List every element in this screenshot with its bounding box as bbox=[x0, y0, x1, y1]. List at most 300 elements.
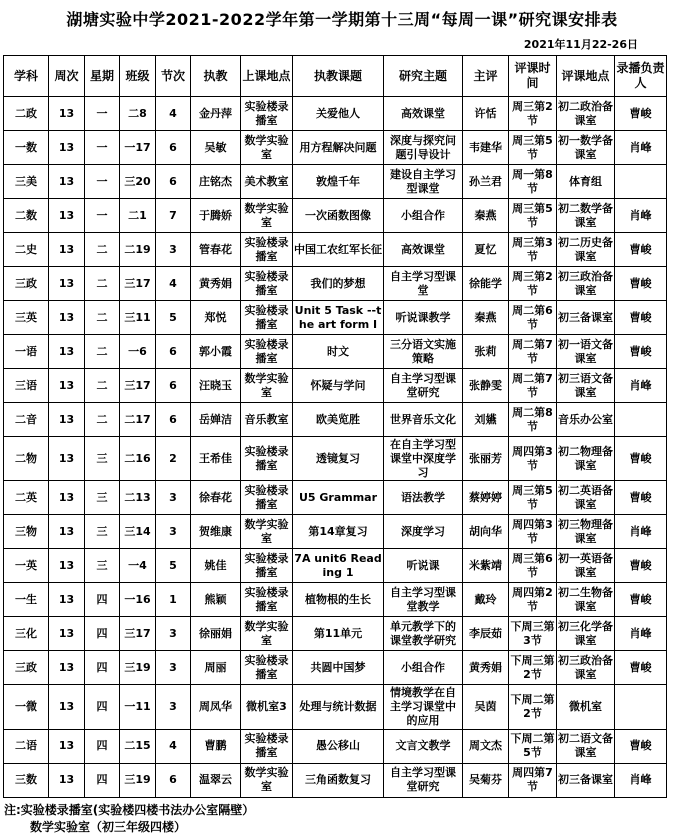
table-cell: 3 bbox=[156, 617, 191, 651]
table-cell: 6 bbox=[156, 369, 191, 403]
table-cell: 孙兰君 bbox=[463, 165, 509, 199]
table-cell: 初三语文备课室 bbox=[557, 369, 615, 403]
table-cell: 13 bbox=[49, 403, 85, 437]
table-cell: 曹峻 bbox=[615, 583, 667, 617]
table-cell: 初二物理备课室 bbox=[557, 437, 615, 481]
table-row bbox=[4, 763, 667, 797]
table-cell: 周三第2节 bbox=[509, 267, 557, 301]
table-cell: 肖峰 bbox=[615, 199, 667, 233]
table-cell bbox=[615, 165, 667, 199]
table-cell: 透镜复习 bbox=[293, 437, 384, 481]
table-cell: 管春花 bbox=[191, 233, 241, 267]
table-cell: 三分语文实施策略 bbox=[384, 335, 463, 369]
table-cell: 三20 bbox=[120, 165, 156, 199]
table-header bbox=[4, 56, 667, 97]
table-cell: 文言文教学 bbox=[384, 729, 463, 763]
table-cell: 5 bbox=[156, 301, 191, 335]
table-header-cell: 评课时间 bbox=[509, 56, 557, 97]
table-cell: 自主学习型课堂 bbox=[384, 267, 463, 301]
table-cell: 曹鹏 bbox=[191, 729, 241, 763]
table-cell: 用方程解决问题 bbox=[293, 131, 384, 165]
table-cell: 曹峻 bbox=[615, 651, 667, 685]
table-cell: 6 bbox=[156, 335, 191, 369]
table-cell: 徐春花 bbox=[191, 481, 241, 515]
table-row bbox=[4, 617, 667, 651]
table-cell: 13 bbox=[49, 335, 85, 369]
table-cell: 秦燕 bbox=[463, 199, 509, 233]
table-cell: 处理与统计数据 bbox=[293, 685, 384, 729]
table-cell: 二 bbox=[85, 267, 120, 301]
table-cell: 韦建华 bbox=[463, 131, 509, 165]
table-cell: 肖峰 bbox=[615, 515, 667, 549]
table-cell: 数学实验室 bbox=[241, 515, 293, 549]
table-header-cell: 执教课题 bbox=[293, 56, 384, 97]
table-cell: 初三物理备课室 bbox=[557, 515, 615, 549]
table-body bbox=[4, 97, 667, 798]
table-cell: 第11单元 bbox=[293, 617, 384, 651]
table-cell: 实验楼录播室 bbox=[241, 481, 293, 515]
table-cell bbox=[615, 403, 667, 437]
table-cell: 二 bbox=[85, 335, 120, 369]
table-cell: 实验楼录播室 bbox=[241, 267, 293, 301]
table-cell: 一 bbox=[85, 97, 120, 131]
table-cell: 13 bbox=[49, 481, 85, 515]
table-cell: 13 bbox=[49, 651, 85, 685]
table-cell: 周一第8节 bbox=[509, 165, 557, 199]
table-cell: 二物 bbox=[4, 437, 49, 481]
table-cell: 熊颖 bbox=[191, 583, 241, 617]
table-cell: 周四第3节 bbox=[509, 515, 557, 549]
table-cell: 二15 bbox=[120, 729, 156, 763]
table-cell: 一 bbox=[85, 165, 120, 199]
table-cell: 四 bbox=[85, 729, 120, 763]
table-cell: 6 bbox=[156, 403, 191, 437]
table-cell: 一 bbox=[85, 131, 120, 165]
table-cell: 肖峰 bbox=[615, 763, 667, 797]
table-row bbox=[4, 437, 667, 481]
table-cell: 建设自主学习型课堂 bbox=[384, 165, 463, 199]
table-cell: 小组合作 bbox=[384, 199, 463, 233]
table-cell: 一语 bbox=[4, 335, 49, 369]
table-cell: 曹峻 bbox=[615, 549, 667, 583]
table-cell: 汪晓玉 bbox=[191, 369, 241, 403]
table-cell: 三17 bbox=[120, 369, 156, 403]
table-row bbox=[4, 199, 667, 233]
table-cell: 肖峰 bbox=[615, 131, 667, 165]
table-cell: 三数 bbox=[4, 763, 49, 797]
table-cell: 体育组 bbox=[557, 165, 615, 199]
table-cell: 徐能学 bbox=[463, 267, 509, 301]
table-cell: 周丽 bbox=[191, 651, 241, 685]
table-cell: 初二历史备课室 bbox=[557, 233, 615, 267]
table-cell: 深度与探究问题引导设计 bbox=[384, 131, 463, 165]
table-cell: 三17 bbox=[120, 617, 156, 651]
table-cell: 时文 bbox=[293, 335, 384, 369]
table-cell: 四 bbox=[85, 617, 120, 651]
table-header-cell: 执教 bbox=[191, 56, 241, 97]
table-row bbox=[4, 267, 667, 301]
table-cell: 自主学习型课堂教学 bbox=[384, 583, 463, 617]
table-cell: 植物根的生长 bbox=[293, 583, 384, 617]
table-cell: 三化 bbox=[4, 617, 49, 651]
table-cell: 初二生物备课室 bbox=[557, 583, 615, 617]
table-cell: 初二语文备课室 bbox=[557, 729, 615, 763]
table-cell: 二 bbox=[85, 233, 120, 267]
table-cell: 徐丽娟 bbox=[191, 617, 241, 651]
table-row bbox=[4, 685, 667, 729]
table-row bbox=[4, 97, 667, 131]
table-cell: 下周二第5节 bbox=[509, 729, 557, 763]
table-cell: 数学实验室 bbox=[241, 617, 293, 651]
table-header-row bbox=[4, 56, 667, 97]
table-cell: 敦煌千年 bbox=[293, 165, 384, 199]
table-cell: 周三第5节 bbox=[509, 481, 557, 515]
table-cell: 三 bbox=[85, 481, 120, 515]
table-cell: 周四第7节 bbox=[509, 763, 557, 797]
table-cell: 二音 bbox=[4, 403, 49, 437]
table-cell: 吴菊芬 bbox=[463, 763, 509, 797]
table-cell: 13 bbox=[49, 617, 85, 651]
table-cell: 一微 bbox=[4, 685, 49, 729]
table-cell: 6 bbox=[156, 131, 191, 165]
table-cell: 曹峻 bbox=[615, 335, 667, 369]
table-cell: 三物 bbox=[4, 515, 49, 549]
table-cell: 4 bbox=[156, 97, 191, 131]
table-cell: 戴玲 bbox=[463, 583, 509, 617]
table-cell: 肖峰 bbox=[615, 617, 667, 651]
table-cell: 3 bbox=[156, 685, 191, 729]
table-cell: 曹峻 bbox=[615, 729, 667, 763]
table-cell: 曹峻 bbox=[615, 267, 667, 301]
table-cell: 下周三第3节 bbox=[509, 617, 557, 651]
table-cell: 4 bbox=[156, 267, 191, 301]
table-cell: 曹峻 bbox=[615, 437, 667, 481]
table-cell: 13 bbox=[49, 267, 85, 301]
table-cell: 13 bbox=[49, 437, 85, 481]
table-cell: 三语 bbox=[4, 369, 49, 403]
table-cell: 13 bbox=[49, 97, 85, 131]
table-cell: 曹峻 bbox=[615, 301, 667, 335]
table-cell: 秦燕 bbox=[463, 301, 509, 335]
table-cell: 三政 bbox=[4, 267, 49, 301]
table-cell: 二史 bbox=[4, 233, 49, 267]
table-cell: 13 bbox=[49, 583, 85, 617]
table-cell: 蔡婷婷 bbox=[463, 481, 509, 515]
table-cell: 曹峻 bbox=[615, 481, 667, 515]
table-cell: 周三第2节 bbox=[509, 97, 557, 131]
table-cell: 13 bbox=[49, 199, 85, 233]
table-cell: 13 bbox=[49, 301, 85, 335]
table-cell: 吴敏 bbox=[191, 131, 241, 165]
date-label: 2021年11月22-26日 bbox=[0, 30, 684, 55]
table-header-cell: 主评 bbox=[463, 56, 509, 97]
table-cell: 情境教学在自主学习课堂中的应用 bbox=[384, 685, 463, 729]
table-cell: Unit 5 Task --the art form I bbox=[293, 301, 384, 335]
table-cell: 初二数学备课室 bbox=[557, 199, 615, 233]
table-cell: 周二第8节 bbox=[509, 403, 557, 437]
table-cell: 温翠云 bbox=[191, 763, 241, 797]
table-cell: 数学实验室 bbox=[241, 369, 293, 403]
table-header-cell: 录播负责人 bbox=[615, 56, 667, 97]
table-cell: 13 bbox=[49, 763, 85, 797]
table-cell: 高效课堂 bbox=[384, 97, 463, 131]
table-row bbox=[4, 369, 667, 403]
table-cell: 三 bbox=[85, 437, 120, 481]
table-row bbox=[4, 549, 667, 583]
table-cell: 周凤华 bbox=[191, 685, 241, 729]
table-cell: 周二第7节 bbox=[509, 335, 557, 369]
table-cell: 四 bbox=[85, 763, 120, 797]
table-cell: 13 bbox=[49, 515, 85, 549]
table-cell: 初一英语备课室 bbox=[557, 549, 615, 583]
table-cell: 音乐办公室 bbox=[557, 403, 615, 437]
table-cell: 庄铭杰 bbox=[191, 165, 241, 199]
table-cell: 于腾娇 bbox=[191, 199, 241, 233]
table-cell: 初一数学备课室 bbox=[557, 131, 615, 165]
table-row bbox=[4, 335, 667, 369]
table-cell: 郭小霞 bbox=[191, 335, 241, 369]
table-header-cell: 评课地点 bbox=[557, 56, 615, 97]
table-cell: 周四第2节 bbox=[509, 583, 557, 617]
table-cell: U5 Grammar bbox=[293, 481, 384, 515]
table-cell: 贺维康 bbox=[191, 515, 241, 549]
table-cell: 听说课教学 bbox=[384, 301, 463, 335]
table-cell: 胡向华 bbox=[463, 515, 509, 549]
table-header-cell: 周次 bbox=[49, 56, 85, 97]
table-cell: 周三第3节 bbox=[509, 233, 557, 267]
table-cell: 5 bbox=[156, 549, 191, 583]
table-cell: 初二政治备课室 bbox=[557, 97, 615, 131]
table-cell: 初三化学备课室 bbox=[557, 617, 615, 651]
table-cell: 三美 bbox=[4, 165, 49, 199]
table-cell: 4 bbox=[156, 729, 191, 763]
table-cell: 实验楼录播室 bbox=[241, 583, 293, 617]
table-cell: 许恬 bbox=[463, 97, 509, 131]
table-cell: 一数 bbox=[4, 131, 49, 165]
table-cell: 二英 bbox=[4, 481, 49, 515]
table-cell: 二17 bbox=[120, 403, 156, 437]
schedule-table bbox=[3, 55, 667, 798]
table-cell: 我们的梦想 bbox=[293, 267, 384, 301]
table-cell: 初三政治备课室 bbox=[557, 651, 615, 685]
table-cell: 实验楼录播室 bbox=[241, 301, 293, 335]
table-cell: 自主学习型课堂研究 bbox=[384, 369, 463, 403]
table-cell: 一英 bbox=[4, 549, 49, 583]
table-cell: 7 bbox=[156, 199, 191, 233]
table-cell: 实验楼录播室 bbox=[241, 97, 293, 131]
table-cell: 13 bbox=[49, 131, 85, 165]
table-cell: 第14章复习 bbox=[293, 515, 384, 549]
table-cell: 中国工农红军长征 bbox=[293, 233, 384, 267]
table-cell: 张静雯 bbox=[463, 369, 509, 403]
table-cell: 实验楼录播室 bbox=[241, 549, 293, 583]
table-cell: 三英 bbox=[4, 301, 49, 335]
table-row bbox=[4, 165, 667, 199]
table-cell: 周二第7节 bbox=[509, 369, 557, 403]
table-cell: 下周三第2节 bbox=[509, 651, 557, 685]
table-cell: 高效课堂 bbox=[384, 233, 463, 267]
table-cell: 实验楼录播室 bbox=[241, 233, 293, 267]
table-cell: 3 bbox=[156, 515, 191, 549]
table-cell: 黄秀娟 bbox=[463, 651, 509, 685]
table-cell: 下周二第2节 bbox=[509, 685, 557, 729]
table-cell: 在自主学习型课堂中深度学习 bbox=[384, 437, 463, 481]
table-cell: 曹峻 bbox=[615, 97, 667, 131]
table-cell: 四 bbox=[85, 651, 120, 685]
table-cell: 初三备课室 bbox=[557, 301, 615, 335]
table-cell: 初二英语备课室 bbox=[557, 481, 615, 515]
table-cell: 初三备课室 bbox=[557, 763, 615, 797]
table-cell: 初三政治备课室 bbox=[557, 267, 615, 301]
table-cell: 初一语文备课室 bbox=[557, 335, 615, 369]
table-cell: 13 bbox=[49, 729, 85, 763]
table-cell: 世界音乐文化 bbox=[384, 403, 463, 437]
table-cell: 三19 bbox=[120, 763, 156, 797]
table-cell: 三政 bbox=[4, 651, 49, 685]
table-header-cell: 班级 bbox=[120, 56, 156, 97]
table-cell: 周文杰 bbox=[463, 729, 509, 763]
table-cell: 三19 bbox=[120, 651, 156, 685]
table-cell: 二数 bbox=[4, 199, 49, 233]
table-row bbox=[4, 233, 667, 267]
table-cell: 郑悦 bbox=[191, 301, 241, 335]
table-cell: 张莉 bbox=[463, 335, 509, 369]
table-row bbox=[4, 481, 667, 515]
table-row bbox=[4, 131, 667, 165]
table-cell: 一 bbox=[85, 199, 120, 233]
table-cell: 李辰茹 bbox=[463, 617, 509, 651]
table-cell: 一11 bbox=[120, 685, 156, 729]
table-header-cell: 学科 bbox=[4, 56, 49, 97]
table-cell: 吴茵 bbox=[463, 685, 509, 729]
table-cell: 二8 bbox=[120, 97, 156, 131]
table-cell: 二19 bbox=[120, 233, 156, 267]
table-cell: 王希佳 bbox=[191, 437, 241, 481]
table-cell: 13 bbox=[49, 685, 85, 729]
table-cell: 一生 bbox=[4, 583, 49, 617]
table-row bbox=[4, 729, 667, 763]
note-line-1: 注:实验楼录播室(实验楼四楼书法办公室隔壁） bbox=[4, 802, 684, 819]
table-header-cell: 上课地点 bbox=[241, 56, 293, 97]
table-cell: 1 bbox=[156, 583, 191, 617]
table-cell: 6 bbox=[156, 763, 191, 797]
table-cell: 自主学习型课堂研究 bbox=[384, 763, 463, 797]
table-cell: 13 bbox=[49, 369, 85, 403]
table-cell: 7A unit6 Reading 1 bbox=[293, 549, 384, 583]
table-cell: 周三第5节 bbox=[509, 199, 557, 233]
table-cell: 微机室3 bbox=[241, 685, 293, 729]
table-cell: 单元教学下的课堂教学研究 bbox=[384, 617, 463, 651]
table-cell: 共圆中国梦 bbox=[293, 651, 384, 685]
table-cell: 三17 bbox=[120, 267, 156, 301]
table-cell: 小组合作 bbox=[384, 651, 463, 685]
table-cell: 二 bbox=[85, 301, 120, 335]
table-cell: 愚公移山 bbox=[293, 729, 384, 763]
table-cell: 数学实验室 bbox=[241, 131, 293, 165]
table-cell: 数学实验室 bbox=[241, 199, 293, 233]
table-cell: 实验楼录播室 bbox=[241, 335, 293, 369]
table-cell: 张丽芳 bbox=[463, 437, 509, 481]
table-cell: 三14 bbox=[120, 515, 156, 549]
table-cell: 听说课 bbox=[384, 549, 463, 583]
table-cell: 二 bbox=[85, 369, 120, 403]
table-cell: 3 bbox=[156, 651, 191, 685]
table-cell: 13 bbox=[49, 165, 85, 199]
page-title: 湖塘实验中学2021-2022学年第一学期第十三周“每周一课”研究课安排表 bbox=[0, 0, 684, 30]
table-row bbox=[4, 403, 667, 437]
table-cell: 一次函数图像 bbox=[293, 199, 384, 233]
table-cell: 实验楼录播室 bbox=[241, 437, 293, 481]
table-cell: 三 bbox=[85, 549, 120, 583]
table-cell: 三 bbox=[85, 515, 120, 549]
table-cell: 音乐教室 bbox=[241, 403, 293, 437]
table-row bbox=[4, 651, 667, 685]
table-cell: 二1 bbox=[120, 199, 156, 233]
table-cell bbox=[615, 685, 667, 729]
table-cell: 夏忆 bbox=[463, 233, 509, 267]
table-cell: 一16 bbox=[120, 583, 156, 617]
table-cell: 米紫靖 bbox=[463, 549, 509, 583]
table-cell: 深度学习 bbox=[384, 515, 463, 549]
note-line-2: 数学实验室（初三年级四楼） bbox=[4, 819, 684, 836]
table-cell: 3 bbox=[156, 481, 191, 515]
table-cell: 肖峰 bbox=[615, 369, 667, 403]
table-row bbox=[4, 515, 667, 549]
table-row bbox=[4, 301, 667, 335]
table-cell: 语法教学 bbox=[384, 481, 463, 515]
table-cell: 刘嬿 bbox=[463, 403, 509, 437]
table-cell: 2 bbox=[156, 437, 191, 481]
table-header-cell: 节次 bbox=[156, 56, 191, 97]
table-cell: 3 bbox=[156, 233, 191, 267]
table-cell: 姚佳 bbox=[191, 549, 241, 583]
table-cell: 6 bbox=[156, 165, 191, 199]
table-cell: 黄秀娟 bbox=[191, 267, 241, 301]
table-cell: 岳婵洁 bbox=[191, 403, 241, 437]
table-cell: 二13 bbox=[120, 481, 156, 515]
table-cell: 数学实验室 bbox=[241, 763, 293, 797]
table-cell: 二 bbox=[85, 403, 120, 437]
table-cell: 实验楼录播室 bbox=[241, 729, 293, 763]
table-header-cell: 研究主题 bbox=[384, 56, 463, 97]
table-cell: 一6 bbox=[120, 335, 156, 369]
table-cell: 欧美览胜 bbox=[293, 403, 384, 437]
table-cell: 一17 bbox=[120, 131, 156, 165]
table-row bbox=[4, 583, 667, 617]
table-cell: 曹峻 bbox=[615, 233, 667, 267]
table-cell: 金丹萍 bbox=[191, 97, 241, 131]
table-cell: 实验楼录播室 bbox=[241, 651, 293, 685]
table-cell: 三角函数复习 bbox=[293, 763, 384, 797]
table-cell: 三11 bbox=[120, 301, 156, 335]
table-cell: 周三第5节 bbox=[509, 131, 557, 165]
table-header-cell: 星期 bbox=[85, 56, 120, 97]
table-cell: 四 bbox=[85, 583, 120, 617]
table-cell: 周四第3节 bbox=[509, 437, 557, 481]
table-cell: 怀疑与学问 bbox=[293, 369, 384, 403]
table-cell: 关爱他人 bbox=[293, 97, 384, 131]
table-cell: 周三第6节 bbox=[509, 549, 557, 583]
table-cell: 四 bbox=[85, 685, 120, 729]
table-cell: 微机室 bbox=[557, 685, 615, 729]
table-cell: 一4 bbox=[120, 549, 156, 583]
table-cell: 美术教室 bbox=[241, 165, 293, 199]
table-cell: 周二第6节 bbox=[509, 301, 557, 335]
table-cell: 二政 bbox=[4, 97, 49, 131]
table-cell: 13 bbox=[49, 233, 85, 267]
table-cell: 13 bbox=[49, 549, 85, 583]
table-cell: 二16 bbox=[120, 437, 156, 481]
